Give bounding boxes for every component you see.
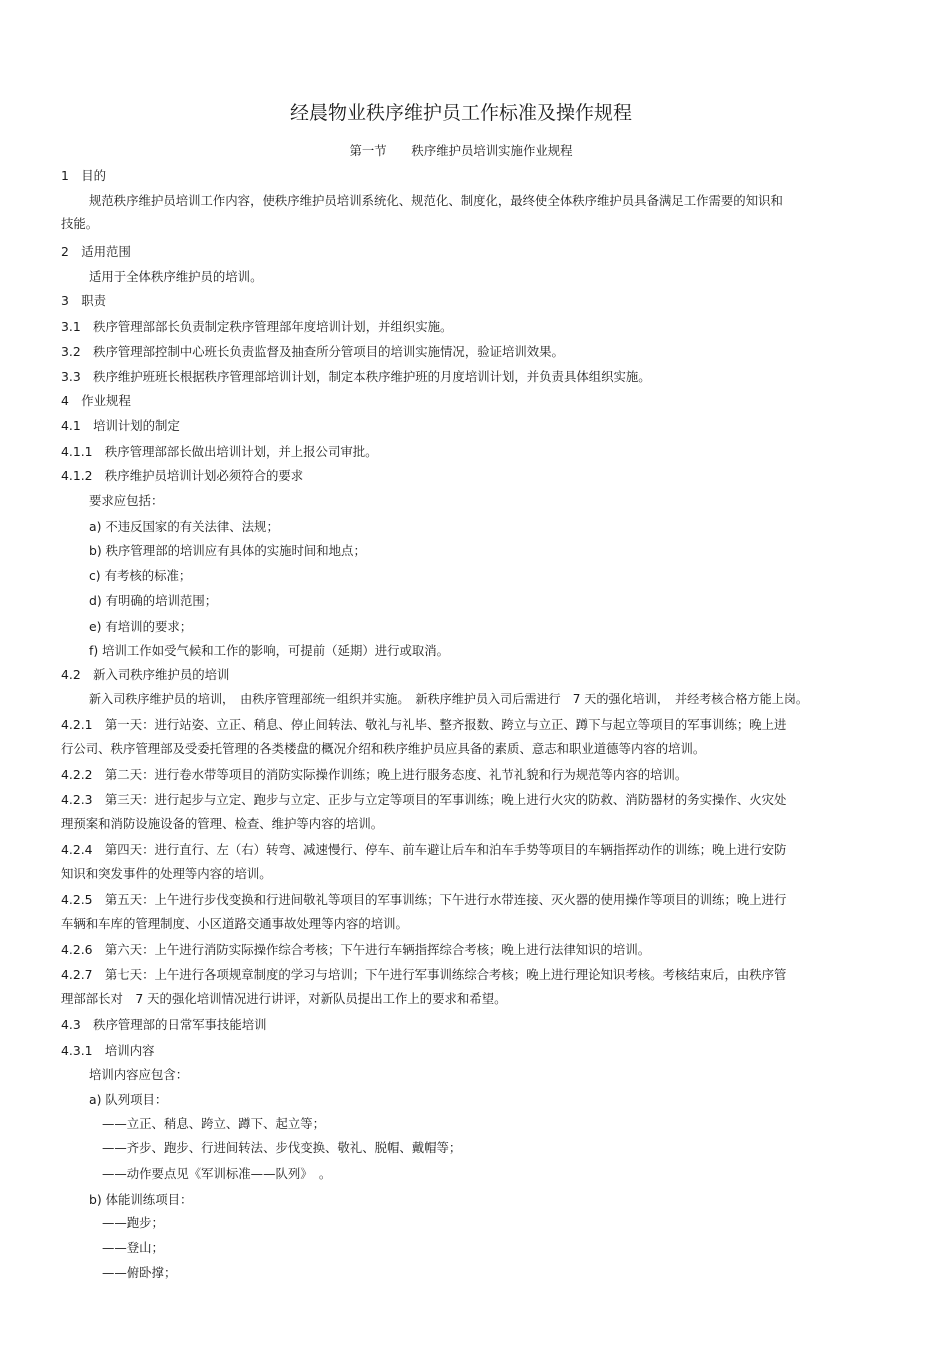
paragraph-line: 技能。 xyxy=(61,216,99,231)
list-item: b) 秩序管理部的培训应有具体的实施时间和地点； xyxy=(89,543,366,558)
clause-line: 3.2 秩序管理部控制中心班长负责监督及抽查所分管项目的培训实施情况，验证培训效果。 xyxy=(61,344,564,359)
subsection-heading: 4.1 培训计划的制定 xyxy=(61,418,180,433)
paragraph-line: 新入司秩序维护员的培训， 由秩序管理部统一组织并实施。 新秩序维护员入司后需进行 7 天的强化培训， 并经考核合格方能上岗。 xyxy=(89,692,809,706)
list-item: b) 体能训练项目： xyxy=(89,1192,193,1207)
sub-list-item: ——立正、稍息、跨立、蹲下、起立等； xyxy=(102,1116,326,1131)
document-title: 经晨物业秩序维护员工作标准及操作规程 xyxy=(289,102,632,124)
section-heading: 2 适用范围 xyxy=(61,244,131,259)
list-item: c) 有考核的标准； xyxy=(89,568,192,583)
clause-line: 3.3 秩序维护班班长根据秩序管理部培训计划，制定本秩序维护班的月度培训计划，并负责具体组织实施。 xyxy=(61,369,651,384)
subsection-heading: 4.3 秩序管理部的日常军事技能培训 xyxy=(61,1017,267,1032)
paragraph-line: 理预案和消防设施设备的管理、检查、维护等内容的培训。 xyxy=(61,816,384,831)
sub-list-item: ——动作要点见《军训标准——队列》 。 xyxy=(102,1166,332,1181)
clause-line: 3.1 秩序管理部部长负责制定秩序管理部年度培训计划，并组织实施。 xyxy=(61,319,453,334)
paragraph-line: 理部部长对 7 天的强化培训情况进行讲评，对新队员提出工作上的要求和希望。 xyxy=(61,991,507,1006)
list-item: e) 有培训的要求； xyxy=(89,619,193,634)
sub-list-item: ——俯卧撑； xyxy=(102,1265,177,1280)
section-heading: 3 职责 xyxy=(61,293,107,308)
list-item: d) 有明确的培训范围； xyxy=(89,593,218,608)
clause-line: 4.3.1 培训内容 xyxy=(61,1043,155,1058)
clause-line: 4.2.4 第四天：进行直行、左（右）转弯、减速慢行、停车、前车避让后车和泊车手势等项目的车辆指挥动作的训练；晚上进行安防 xyxy=(61,842,787,857)
paragraph-line: 培训内容应包含： xyxy=(89,1067,189,1082)
paragraph-line: 要求应包括： xyxy=(89,493,164,508)
sub-list-item: ——齐步、跑步、行进间转法、步伐变换、敬礼、脱帽、戴帽等； xyxy=(102,1140,462,1155)
paragraph-line: 规范秩序维护员培训工作内容，使秩序维护员培训系统化、规范化、制度化，最终使全体秩序维护员具备满足工作需要的知识和 xyxy=(89,193,783,208)
list-item: f) 培训工作如受气候和工作的影响，可提前（延期）进行或取消。 xyxy=(89,643,450,658)
list-item: a) 不违反国家的有关法律、法规； xyxy=(89,519,279,534)
sub-list-item: ——跑步； xyxy=(102,1215,164,1230)
paragraph-line: 适用于全体秩序维护员的培训。 xyxy=(89,269,263,284)
paragraph-line: 行公司、秩序管理部及受委托管理的各类楼盘的概况介绍和秩序维护员应具备的素质、意志和职业道德等内容的培训。 xyxy=(61,741,706,756)
clause-line: 4.1.2 秩序维护员培训计划必须符合的要求 xyxy=(61,468,304,483)
section-heading: 4 作业规程 xyxy=(61,393,131,408)
clause-line: 4.2.5 第五天：上午进行步伐变换和行进间敬礼等项目的军事训练；下午进行水带连接、灭火器的使用操作等项目的训练；晚上进行 xyxy=(61,892,787,907)
sub-list-item: ——登山； xyxy=(102,1240,164,1255)
clause-line: 4.1.1 秩序管理部部长做出培训计划，并上报公司审批。 xyxy=(61,444,378,459)
paragraph-line: 车辆和车库的管理制度、小区道路交通事故处理等内容的培训。 xyxy=(61,916,408,931)
section-heading: 第一节 秩序维护员培训实施作业规程 xyxy=(349,143,573,158)
subsection-heading: 4.2 新入司秩序维护员的培训 xyxy=(61,667,230,682)
clause-line: 4.2.7 第七天：上午进行各项规章制度的学习与培训；下午进行军事训练综合考核；晚上进行理论知识考核。考核结束后，由秩序管 xyxy=(61,967,787,982)
clause-line: 4.2.1 第一天：进行站姿、立正、稍息、停止间转法、敬礼与礼毕、整齐报数、跨立与立正、蹲下与起立等项目的军事训练；晚上进 xyxy=(61,717,787,732)
clause-line: 4.2.3 第三天：进行起步与立定、跑步与立定、正步与立定等项目的军事训练；晚上进行火灾的防救、消防器材的务实操作、火灾处 xyxy=(61,792,787,807)
section-heading: 1 目的 xyxy=(61,168,107,183)
paragraph-line: 知识和突发事件的处理等内容的培训。 xyxy=(61,866,272,881)
list-item: a) 队列项目： xyxy=(89,1092,168,1107)
clause-line: 4.2.6 第六天：上午进行消防实际操作综合考核；下午进行车辆指挥综合考核；晚上进行法律知识的培训。 xyxy=(61,942,651,957)
clause-line: 4.2.2 第二天：进行卷水带等项目的消防实际操作训练；晚上进行服务态度、礼节礼貌和行为规范等内容的培训。 xyxy=(61,767,688,782)
